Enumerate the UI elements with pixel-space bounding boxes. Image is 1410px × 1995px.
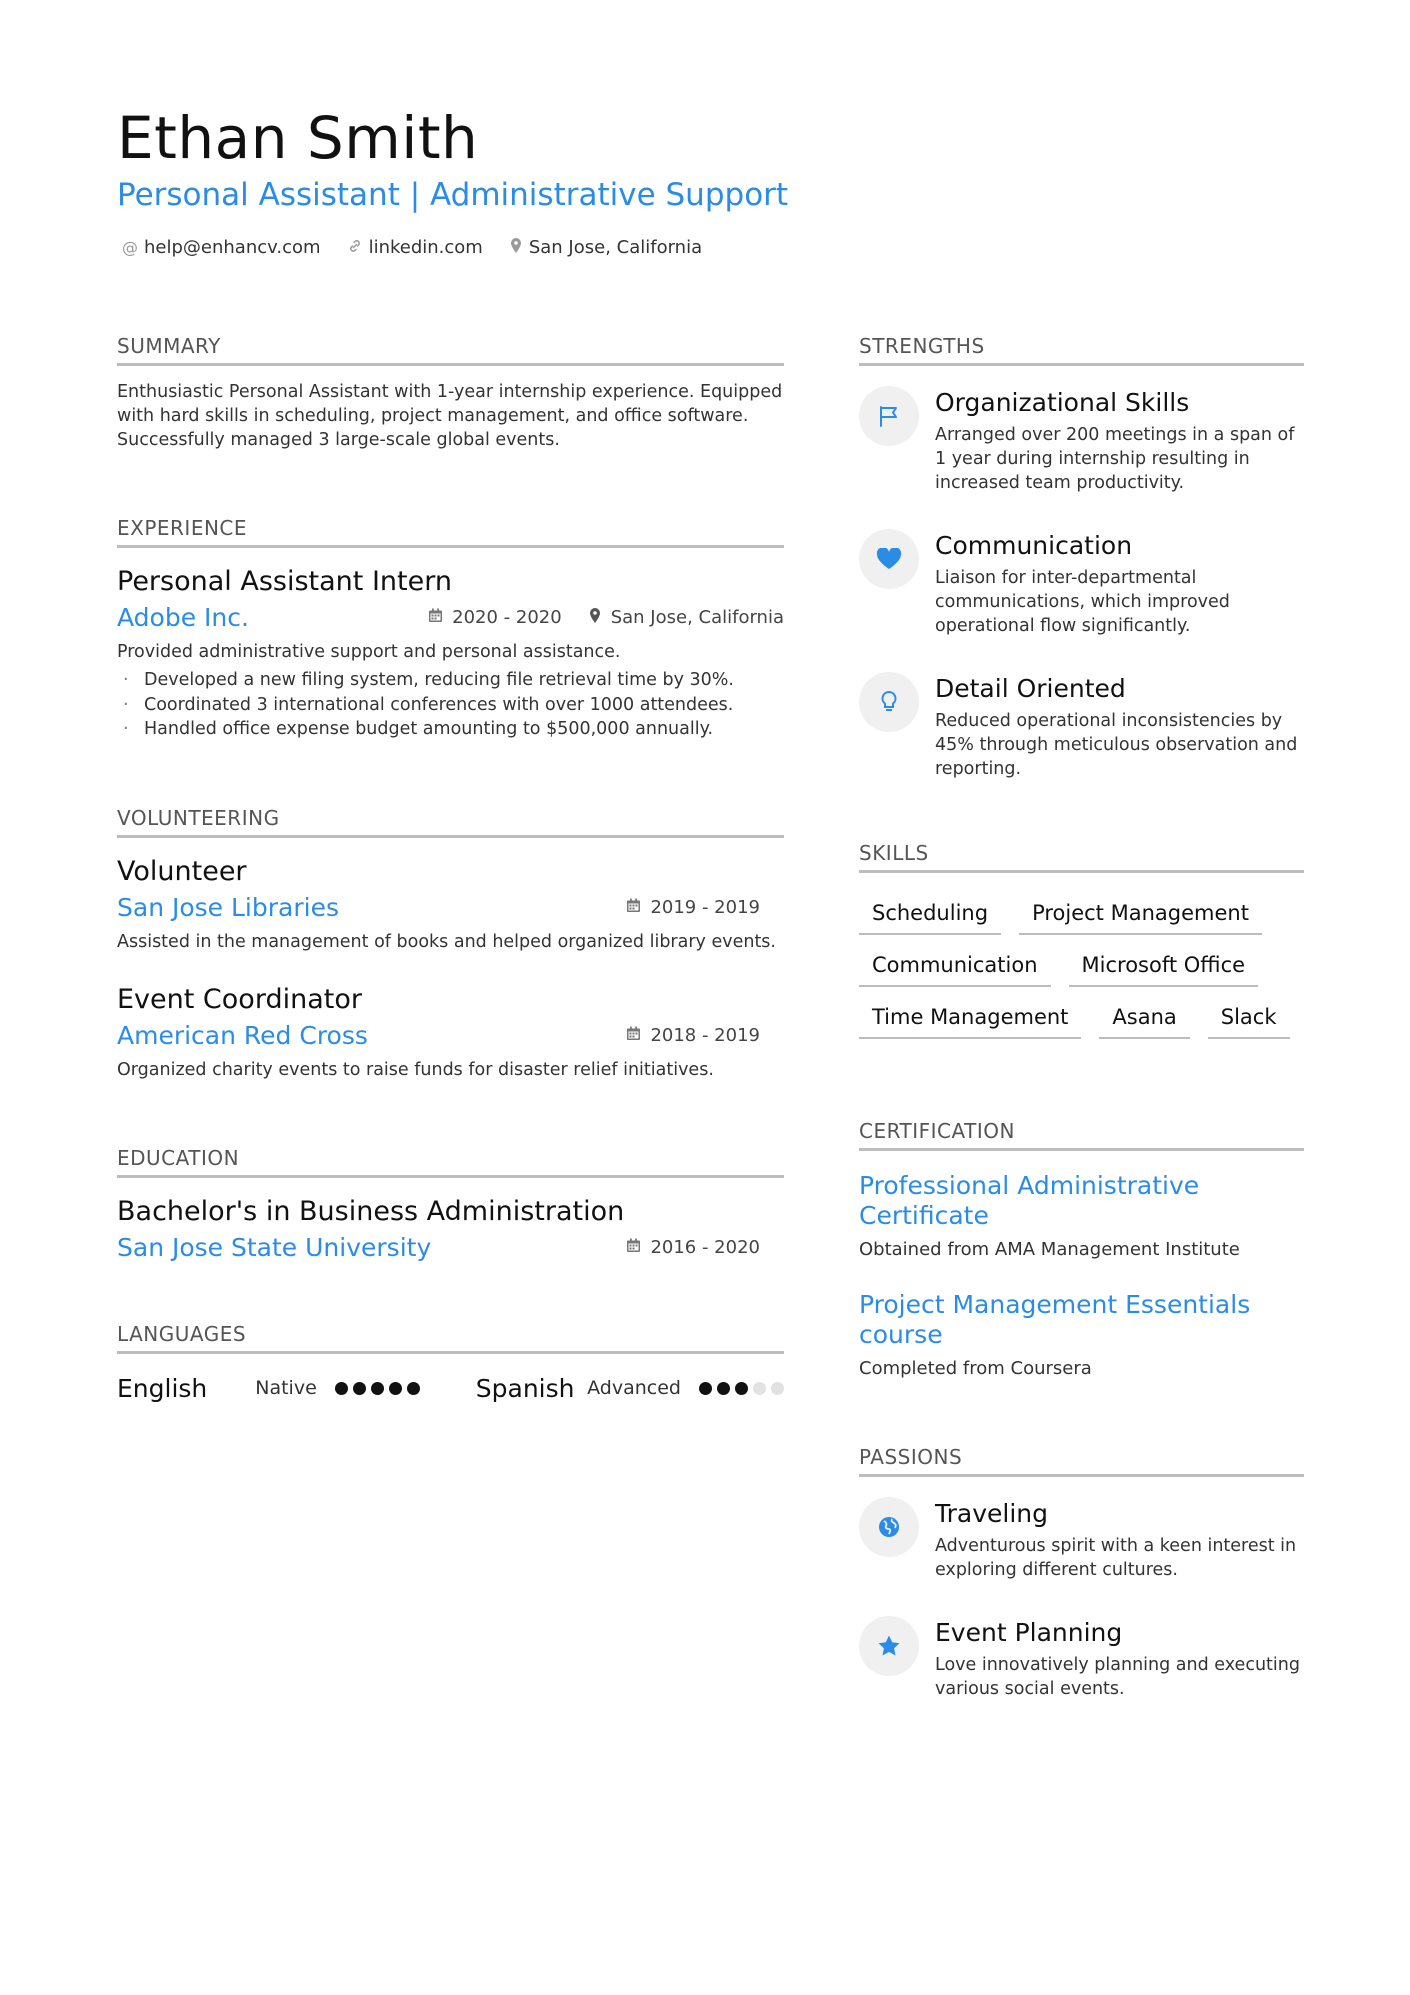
language-level: Advanced <box>587 1377 681 1399</box>
contact-email[interactable] <box>122 237 321 258</box>
education-entry <box>117 1196 784 1262</box>
experience-entry <box>117 566 784 742</box>
heart-icon <box>859 529 919 589</box>
strength-text: Reduced operational inconsistencies by 45% through meticulous observation and reporting. <box>935 711 1298 779</box>
passion-title: Event Planning <box>935 1618 1123 1647</box>
contact-location-text: San Jose, California <box>528 237 703 258</box>
passion-item <box>859 1497 1304 1582</box>
rating-dot <box>353 1382 366 1395</box>
education-dates: 2016 - 2020 <box>650 1236 760 1258</box>
volunteering-heading: VOLUNTEERING <box>117 806 784 838</box>
lightbulb-icon <box>859 672 919 732</box>
certification-item <box>859 1171 1304 1260</box>
star-icon <box>859 1616 919 1676</box>
strength-title: Communication <box>935 531 1133 560</box>
volunteering-role: Volunteer <box>117 855 247 887</box>
passion-title: Traveling <box>935 1499 1048 1528</box>
languages-heading: LANGUAGES <box>117 1322 784 1354</box>
skill-tag: Time Management <box>859 993 1081 1039</box>
languages-row <box>117 1374 784 1403</box>
volunteering-description: Assisted in the management of books and helped organized library events. <box>117 931 776 952</box>
contact-location <box>509 237 702 258</box>
certification-heading: CERTIFICATION <box>859 1119 1304 1151</box>
contact-bar <box>122 237 702 258</box>
at-icon: @ <box>122 238 138 257</box>
flag-icon <box>859 386 919 446</box>
strength-title: Organizational Skills <box>935 388 1190 417</box>
volunteering-entry <box>117 984 784 1082</box>
rating-dot <box>371 1382 384 1395</box>
skill-tag: Scheduling <box>859 889 1001 935</box>
passions-heading: PASSIONS <box>859 1445 1304 1477</box>
passion-text: Love innovatively planning and executing various social events. <box>935 1655 1300 1699</box>
volunteering-entry <box>117 856 784 954</box>
calendar-icon <box>626 1026 641 1045</box>
language-name: English <box>117 1373 208 1403</box>
location-pin-icon <box>588 607 602 628</box>
calendar-icon <box>428 608 443 627</box>
certification-item <box>859 1290 1304 1379</box>
certification-issuer: Completed from Coursera <box>859 1358 1092 1379</box>
experience-bullets <box>117 668 784 742</box>
certification-title[interactable]: Professional Administrative Certificate <box>859 1171 1200 1230</box>
strength-item <box>859 529 1304 638</box>
volunteering-role: Event Coordinator <box>117 983 362 1015</box>
passion-item <box>859 1616 1304 1701</box>
rating-dot <box>699 1382 712 1395</box>
language-name: Spanish <box>475 1373 575 1403</box>
skills-heading: SKILLS <box>859 841 1304 873</box>
skill-tag: Communication <box>859 941 1051 987</box>
resume-name: Ethan Smith <box>117 104 479 172</box>
rating-dot <box>335 1382 348 1395</box>
volunteering-description: Organized charity events to raise funds for disaster relief initiatives. <box>117 1059 714 1080</box>
language-rating <box>699 1382 784 1395</box>
list-item: · Handled office expense budget amounting to $500,000 annually. <box>117 717 784 742</box>
list-item: · Developed a new filing system, reducing file retrieval time by 30%. <box>117 668 784 693</box>
experience-location: San Jose, California <box>610 607 784 628</box>
rating-dot <box>735 1382 748 1395</box>
right-column <box>859 334 1304 1701</box>
list-item: · Coordinated 3 international conferences with over 1000 attendees. <box>117 693 784 718</box>
skill-tag: Project Management <box>1019 889 1262 935</box>
location-pin-icon <box>509 237 523 258</box>
resume-title: Personal Assistant | Administrative Support <box>117 177 789 213</box>
strengths-heading: STRENGTHS <box>859 334 1304 366</box>
education-degree: Bachelor's in Business Administration <box>117 1195 625 1227</box>
volunteering-dates: 2019 - 2019 <box>650 896 760 918</box>
link-icon <box>347 238 363 258</box>
experience-role: Personal Assistant Intern <box>117 566 452 597</box>
strength-title: Detail Oriented <box>935 674 1126 703</box>
experience-heading: EXPERIENCE <box>117 516 784 548</box>
strength-item <box>859 672 1304 781</box>
rating-dot <box>389 1382 402 1395</box>
volunteering-dates: 2018 - 2019 <box>650 1024 760 1046</box>
skill-tag: Microsoft Office <box>1069 941 1259 987</box>
language-rating <box>335 1382 420 1395</box>
contact-linkedin-text: linkedin.com <box>368 237 483 258</box>
strength-text: Arranged over 200 meetings in a span of 1 year during internship resulting in increased team productivity. <box>935 425 1295 493</box>
strength-text: Liaison for inter-departmental communications, which improved operational flow significantly. <box>935 568 1230 636</box>
calendar-icon <box>626 1238 641 1257</box>
rating-dot <box>771 1382 784 1395</box>
language-level: Native <box>255 1377 317 1399</box>
summary-heading: SUMMARY <box>117 334 784 366</box>
contact-email-text: help@enhancv.com <box>144 237 321 258</box>
rating-dot <box>717 1382 730 1395</box>
rating-dot <box>753 1382 766 1395</box>
skill-tag: Asana <box>1099 993 1189 1039</box>
left-column <box>117 334 784 1403</box>
strength-item <box>859 386 1304 495</box>
education-school: San Jose State University <box>117 1232 432 1262</box>
experience-dates: 2020 - 2020 <box>452 607 562 628</box>
contact-linkedin[interactable] <box>347 237 483 258</box>
skills-list <box>859 883 1304 1039</box>
experience-org: Adobe Inc. <box>117 603 249 632</box>
summary-text: Enthusiastic Personal Assistant with 1-year internship experience. Equipped with hard skills in scheduling, project management, and office software. Successfully managed 3 large-scale global events. <box>117 382 783 450</box>
globe-icon <box>859 1497 919 1557</box>
experience-description: Provided administrative support and personal assistance. <box>117 642 621 662</box>
volunteering-org: American Red Cross <box>117 1020 368 1050</box>
certification-title[interactable]: Project Management Essentials course <box>859 1290 1251 1349</box>
calendar-icon <box>626 898 641 917</box>
rating-dot <box>407 1382 420 1395</box>
passion-text: Adventurous spirit with a keen interest in exploring different cultures. <box>935 1536 1297 1580</box>
education-heading: EDUCATION <box>117 1146 784 1178</box>
certification-issuer: Obtained from AMA Management Institute <box>859 1239 1240 1260</box>
skill-tag: Slack <box>1208 993 1290 1039</box>
volunteering-org: San Jose Libraries <box>117 892 339 922</box>
